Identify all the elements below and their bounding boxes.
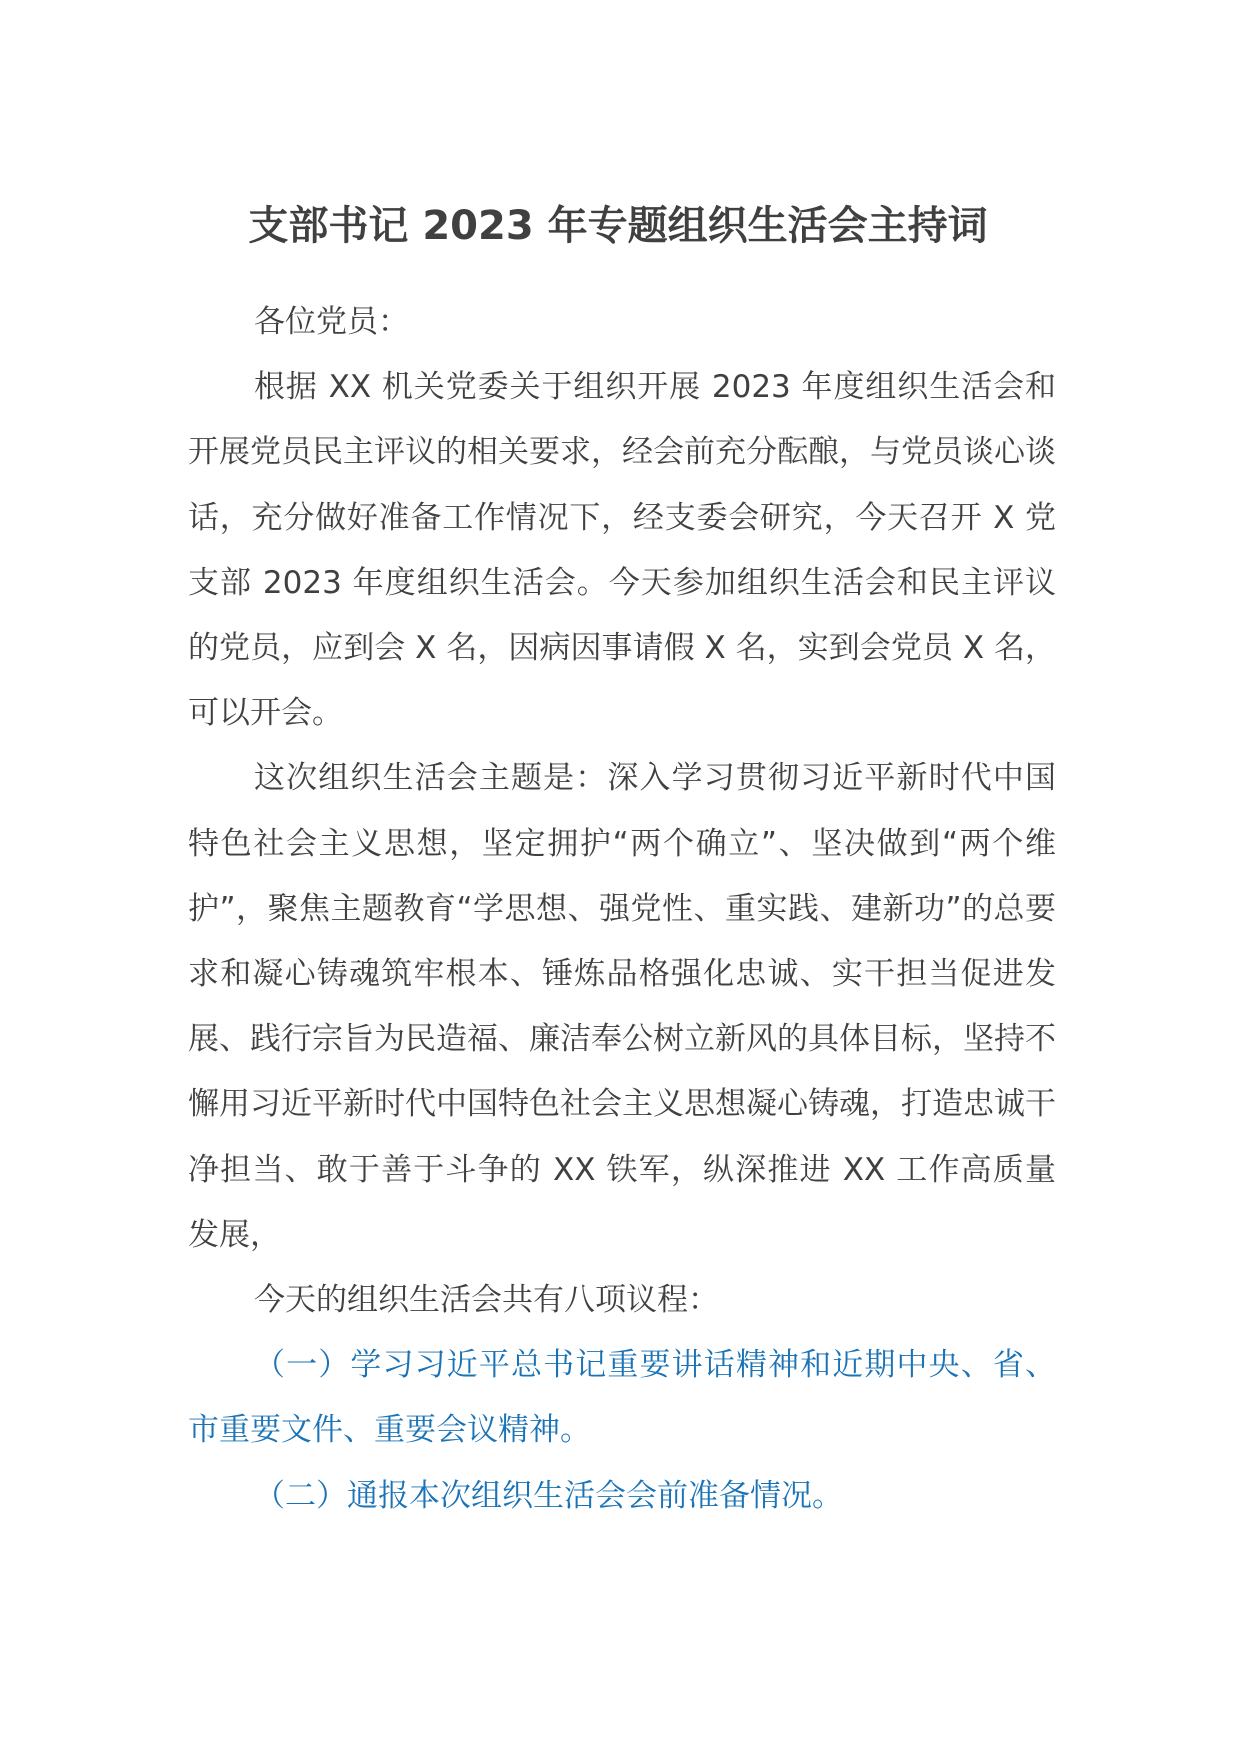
document-page: [188, 190, 1056, 1529]
paragraph-agenda-intro: 今天的组织生活会共有八项议程：: [254, 1282, 719, 1319]
paragraph-meeting-theme: 这次组织生活会主题是：深入学习贯彻习近平新时代中国特色社会主义思想，坚定拥护“两个确立”、坚决做到“两个维护”，聚焦主题教育“学思想、强党性、重实践、建新功”的总要求和凝心铸魂筑牢根本、锤炼品格强化忠诚、实干担当促进发展、践行宗旨为民造福、廉洁奉公树立新风的具体目标，坚持不懈用习近平新时代中国特色社会主义思想凝心铸魂，打造忠诚干净担当、敢于善于斗争的 XX 铁军，纵深推进 XX 工作高质量发展，: [188, 760, 1056, 1253]
agenda-item-1: （一）学习习近平总书记重要讲话精神和近期中央、省、市重要文件、重要会议精神。: [188, 1347, 1056, 1449]
document-title: 支部书记 2023 年专题组织生活会主持词: [248, 203, 988, 249]
agenda-item-2: （二）通报本次组织生活会会前准备情况。: [254, 1477, 843, 1514]
salutation: 各位党员：: [254, 304, 409, 340]
paragraph-meeting-intro: 根据 XX 机关党委关于组织开展 2023 年度组织生活会和开展党员民主评议的相关要求，经会前充分酝酿，与党员谈心谈话，充分做好准备工作情况下，经支委会研究，今天召开 X 党支部 2023 年度组织生活会。今天参加组织生活会和民主评议的党员，应到会 X 名，因病因事请假 X 名，实到会党员 X 名，可以开会。: [188, 369, 1056, 732]
